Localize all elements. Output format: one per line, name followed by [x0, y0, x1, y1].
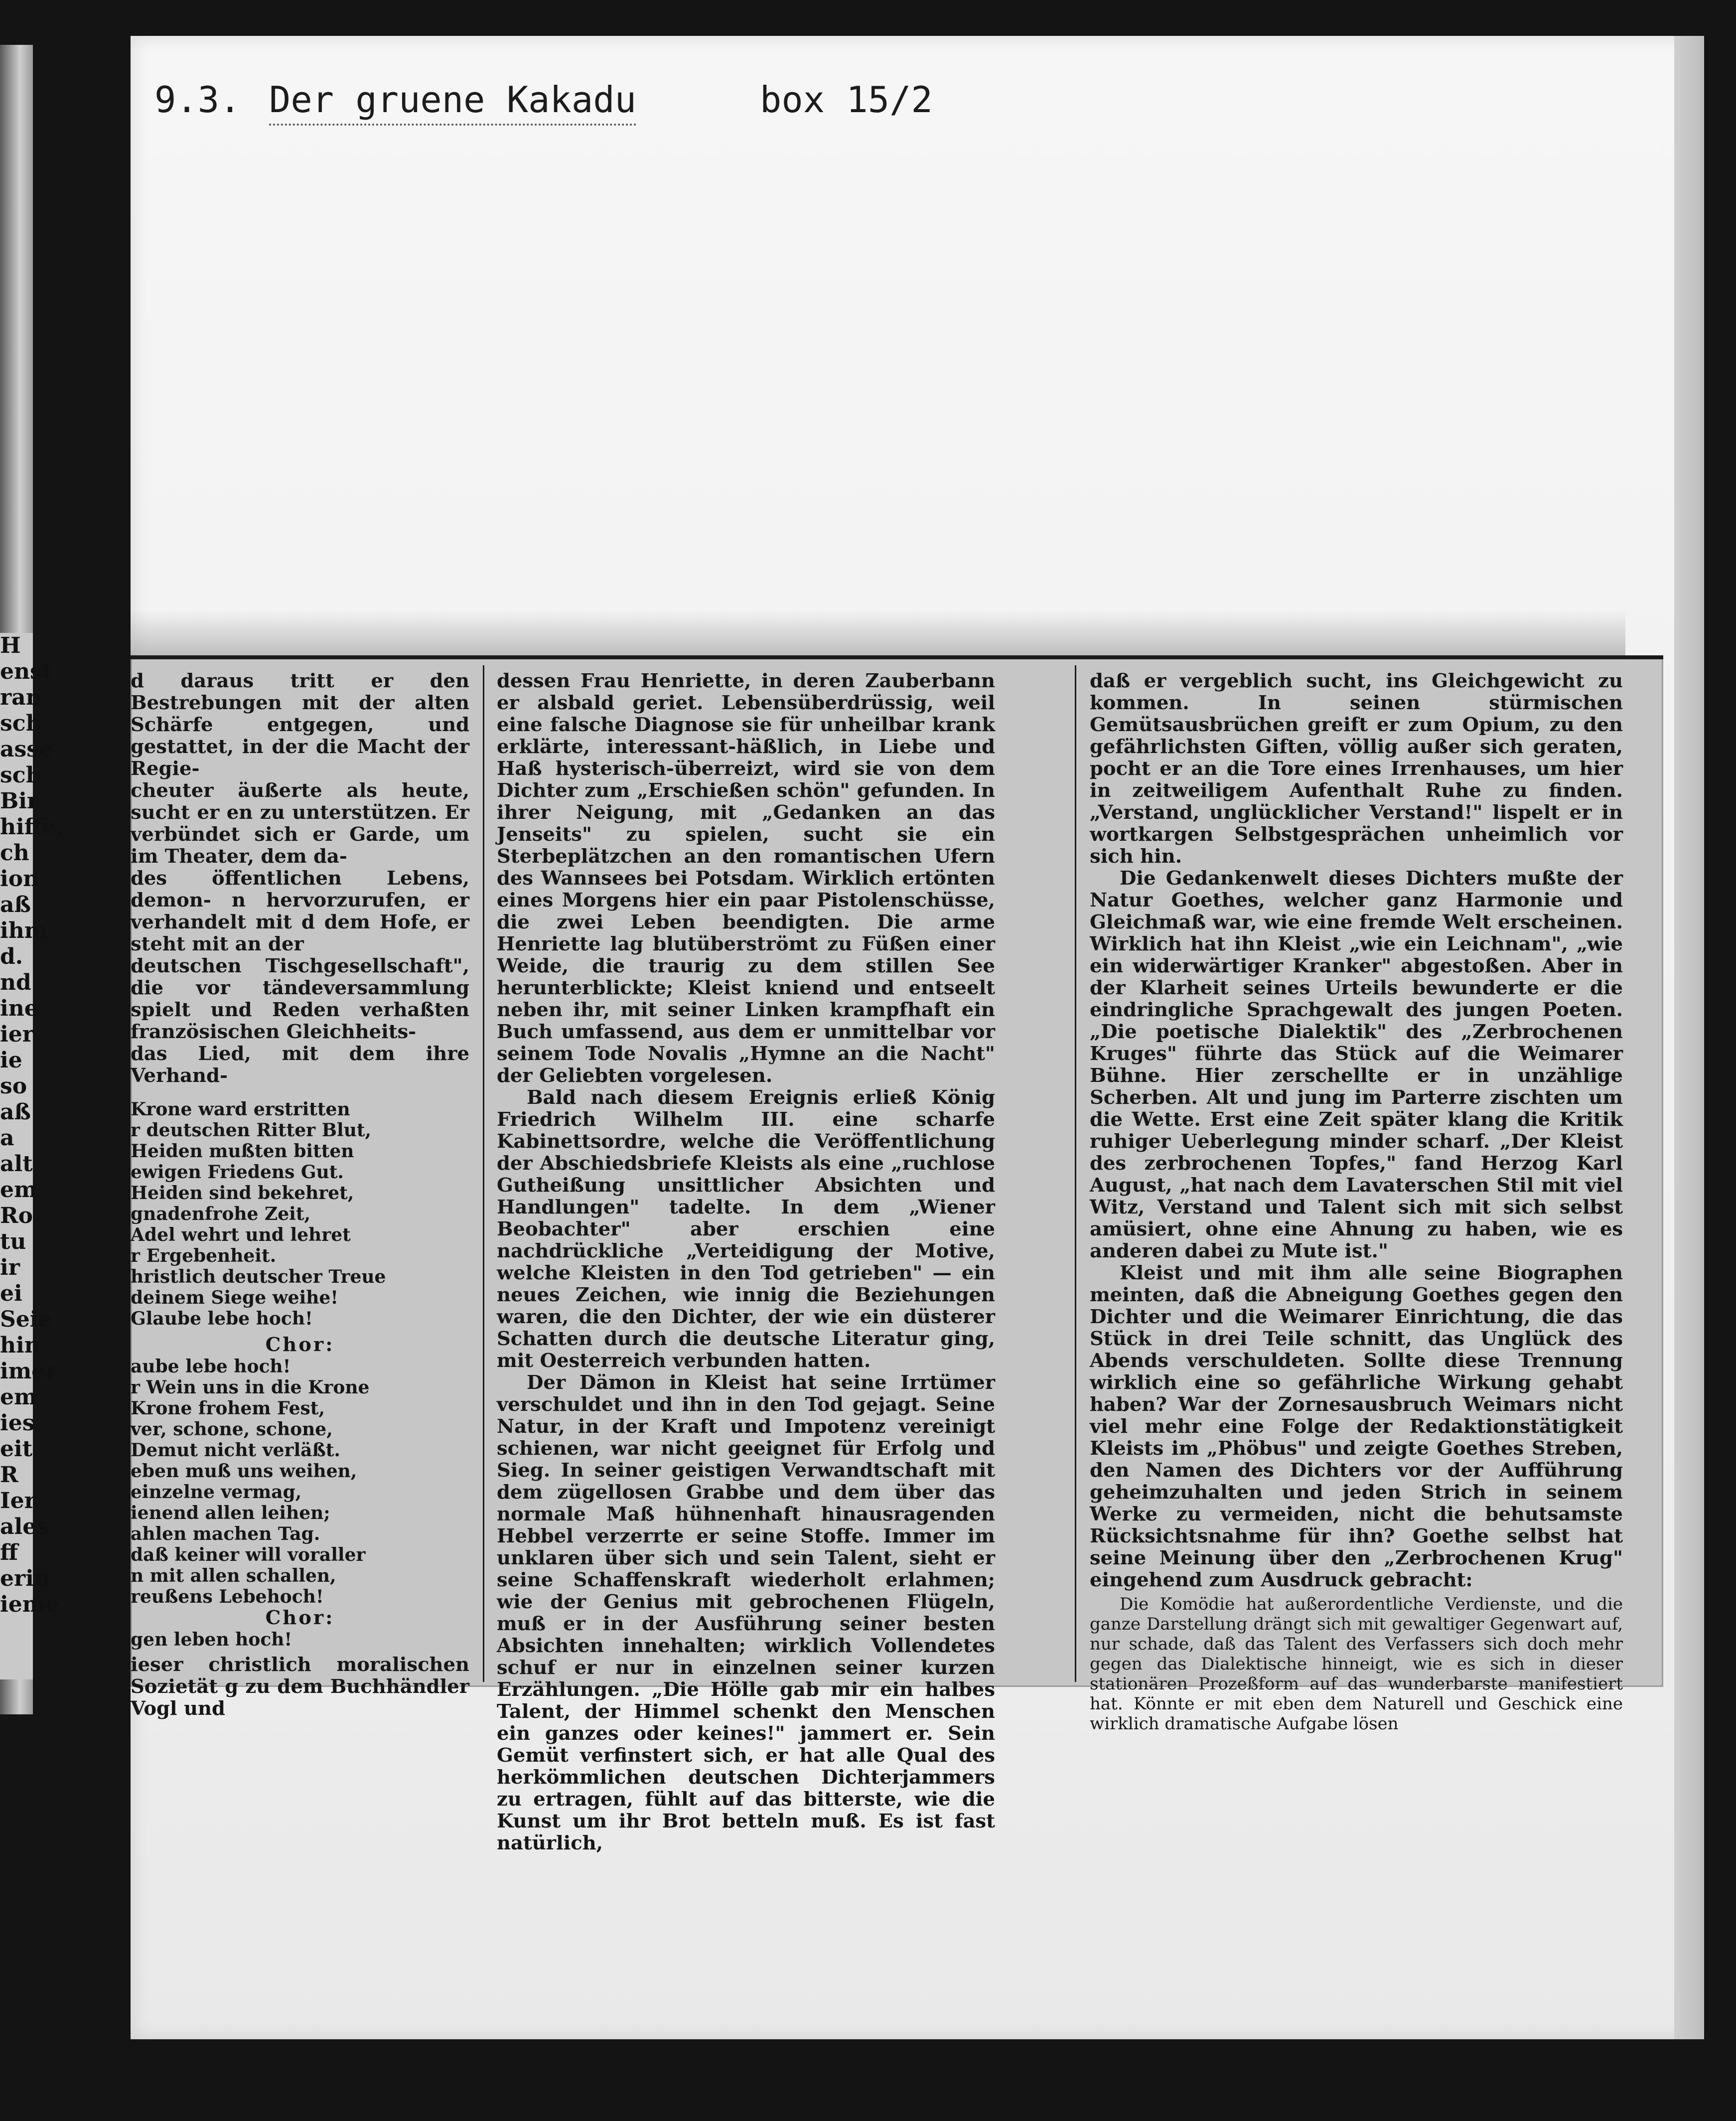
poem-line: r Wein uns in die Krone	[131, 1377, 370, 1398]
col2-paragraph-1: dessen Frau Henriette, in deren Zauberbann er alsbald geriet. Lebensüberdrüssig, weil eine falsche Diagnose sie für unheilbar krank erklärte, interessant-häßlich, in Liebe und Haß hysterisch-überreizt, wird sie von dem Dichter zum „Erschießen schön" gefunden. In ihrer Neigung, mit „Gedanken an das Jenseits" zu spielen, sucht sie ein Sterbeplätzchen an den romantischen Ufern des Wannsees bei Potsdam. Wirklich ertönten eines Morgens hier ein paar Pistolenschüsse, die zwei Leben beendigten. Die arme Henriette lag blutüberströmt zu Füßen einer Weide, die traurig zu dem stillen See herunterblickte; Kleist kniend und entseelt neben ihr, mit seiner Linken krampfhaft ein Buch umfassend, aus dem er unmittelbar vor seinem Tode Novalis „Hymne an die Nacht" der Geliebten vorgelesen.	[497, 670, 995, 1087]
poem-stanza-1	[131, 1099, 469, 1329]
poem-line: ienend allen leihen;	[131, 1503, 330, 1523]
col1-paragraph: deutschen Tischgesellschaft", die vor tändeversammlung spielt und Reden verhaßten französischen Gleichheits-	[131, 955, 469, 1043]
fragment-line: sch	[0, 762, 42, 788]
poem-line: daß keiner will voraller	[131, 1544, 366, 1565]
fragment-line: Ro	[0, 1203, 33, 1228]
column-1-ending: ieser christlich moralischen Sozietät g zu dem Buchhändler Vogl und	[131, 1654, 469, 1720]
chor-label-1: Chor:	[265, 1334, 335, 1356]
archive-header	[154, 70, 1002, 130]
fragment-line: sch	[0, 711, 42, 736]
poem-line: ver, schone, schone,	[131, 1419, 333, 1440]
column-1-text	[131, 670, 469, 1087]
fragment-line: asse	[0, 737, 53, 762]
col1-paragraph: des öffentlichen Lebens, demon- n hervorzurufen, er verhandelt mit d dem Hofe, er steht mit an der	[131, 867, 469, 955]
fragment-line: R	[0, 1462, 18, 1488]
fragment-line: ei	[0, 1281, 22, 1306]
poem-line: n mit allen schallen,	[131, 1565, 336, 1586]
poem-line: Demut nicht verläßt.	[131, 1440, 340, 1461]
poem-line: gnadenfrohe Zeit,	[131, 1204, 311, 1224]
fragment-line: Ier	[0, 1488, 36, 1514]
col1-paragraph: cheuter äußerte als heute, sucht er en zu unterstützen. Er verbündet sich er Garde, um im Theater, dem da-	[131, 779, 469, 868]
poem-line: Adel wehrt und lehret	[131, 1224, 351, 1245]
column-1	[131, 670, 469, 1720]
fragment-line: Bir	[0, 788, 39, 814]
fragment-line: alt	[0, 1151, 33, 1177]
fragment-line: so	[0, 1073, 27, 1099]
fragment-line: imer	[0, 1359, 57, 1384]
sheet-right-edge	[1674, 36, 1704, 2039]
poem-line: r deutschen Ritter Blut,	[131, 1120, 372, 1141]
col1-paragraph: d daraus tritt er den Bestrebungen mit der alten Schärfe entgegen, und gestattet, in der die Macht der Regie-	[131, 670, 469, 780]
poem-line: ewigen Friedens Gut.	[131, 1162, 344, 1183]
fragment-line: ier	[0, 1022, 34, 1047]
fragment-line: aß	[0, 1099, 31, 1125]
poem-line: hristlich deutscher Treue	[131, 1266, 386, 1287]
poem-line: deinem Siege weihe!	[131, 1287, 339, 1308]
poem-line: Glaube lebe hoch!	[131, 1308, 313, 1329]
chor-label-2: Chor:	[265, 1607, 335, 1629]
fragment-line: ch	[0, 840, 29, 866]
fragment-line: ine	[0, 996, 38, 1021]
adjacent-clipping-fragment	[0, 633, 64, 1679]
item-number: 9.3.	[154, 79, 241, 121]
poem-stanza-2	[131, 1356, 469, 1607]
fragment-line: ran	[0, 685, 42, 710]
fragment-line: ff	[0, 1540, 18, 1565]
fragment-line: enst	[0, 659, 53, 684]
poem-line: ahlen machen Tag.	[131, 1523, 320, 1544]
column-rule-2	[1075, 665, 1076, 1682]
fragment-line: ie	[0, 1048, 22, 1073]
poem-line: reußens Lebehoch!	[131, 1586, 324, 1607]
fragment-line: em	[0, 1384, 37, 1410]
poem-line: Heiden sind bekehret,	[131, 1183, 354, 1204]
fragment-line: ihm	[0, 918, 48, 943]
poem-line: einzelne vermag,	[131, 1482, 302, 1503]
newspaper-clipping	[131, 655, 1663, 1854]
col1-paragraph: das Lied, mit dem ihre Verhand-	[131, 1043, 469, 1087]
col2-paragraph-3: Der Dämon in Kleist hat seine Irrtümer verschuldet und ihn in den Tod gejagt. Seine Natur, in der Kraft und Impotenz vereinigt schienen, war nicht geeignet für Erfolg und Sieg. In seiner geistigen Verwandtschaft mit dem zügellosen Grabbe und dem über das normale Maß hühnenhaft hinausragenden Hebbel verzerrte er seine Stoffe. Immer im unklaren über sich und sein Talent, sieht er seine Schaffenskraft wiederholt erlahmen; wie der Genius mit gebrochenen Flügeln, muß er in der Ausführung seiner besten Absichten innehalten; wirklich Vollendetes schuf er nur in einzelnen seiner kurzen Erzählungen. „Die Hölle gab mir ein halbes Talent, der Himmel schenkt den Menschen ein ganzes oder keines!" jammert er. Sein Gemüt verfinstert sich, er hat alle Qual des herkömmlichen deutschen Dichterjammers zu ertragen, fühlt auf das bitterste, wie die Kunst um ihr Brot betteln muß. Es ist fast natürlich,	[497, 1371, 995, 1854]
fragment-line: ies	[0, 1410, 35, 1436]
item-title: Der gruene Kakadu	[269, 79, 636, 126]
top-rule	[131, 655, 1663, 659]
poem-line: eben muß uns weihen,	[131, 1461, 357, 1482]
fragment-line: hin	[0, 1333, 40, 1358]
column-rule-1	[483, 665, 484, 1682]
col3-paragraph-3: Kleist und mit ihm alle seine Biographen meinten, daß die Abneigung Goethes gegen den Dichter und die Weimarer Einrichtung, die das Stück in drei Teile schnitt, das Unglück des Abends verschuldeten. Sollte diese Trennung wirklich eine so gefährliche Wirkung gehabt haben? War der Zornesausbruch Weimars nicht viel mehr eine Folge der Redaktionstätigkeit Kleists im „Phöbus" und zeigte Goethes Streben, den Namen des Dichters vor der Aufführung geheimzuhalten und jeden Strich in seinem Werke zu vermeiden, nicht die behutsamste Rücksichtsnahme für ihn? Goethe selbst hat seine Meinung über den „Zerbrochenen Krug" eingehend zum Ausdruck gebracht:	[1090, 1262, 1623, 1591]
col3-paragraph-2: Die Gedankenwelt dieses Dichters mußte der Natur Goethes, welcher ganz Harmonie und Gleichmaß war, wie eine fremde Welt erscheinen. Wirklich hat ihn Kleist „wie ein Leichnam", „wie ein widerwärtiger Kranker" abgestoßen. Aber in der Klarheit seines Urteils bewunderte er die eindringliche Sprachgewalt des jungen Poeten. „Die poetische Dialektik" des „Zerbrochenen Kruges" führte das Stück auf die Weimarer Bühne. Hier zerschellte er in unzählige Scherben. Alt und jung im Parterre zischten um die Wette. Erst eine Zeit später klang die Kritik ruhiger Ueberlegung minder scharf. „Der Kleist des zerbrochenen Topfes," fand Herzog Karl August, „hat nach dem Lavaterschen Stil mit viel Witz, Verstand und Talent sich mit sich selbst amüsiert, ohne eine Ahnung zu haben, wie es anderen dabei zu Mute ist."	[1090, 867, 1623, 1262]
fragment-line: em	[0, 1177, 37, 1203]
poem-line: Krone frohem Fest,	[131, 1398, 325, 1419]
fragment-line: ales	[0, 1514, 49, 1539]
col2-paragraph-2: Bald nach diesem Ereignis erließ König Friedrich Wilhelm III. eine scharfe Kabinettsordre, welche die Veröffentlichung der Abschiedsbriefe Kleists als eine „ruchlose Gutheißung unsittlicher Absichten und Handlungen" tadelte. In dem „Wiener Beobachter" aber erschien eine nachdrückliche „Verteidigung der Motive, welche Kleisten in den Tod getrieben" — ein neues Zeichen, wie innig die Beziehungen waren, die den Dichter, der wie ein düsterer Schatten durch die deutsche Literatur ging, mit Oesterreich verbunden hatten.	[497, 1086, 995, 1372]
fragment-line: ir	[0, 1255, 20, 1280]
fragment-line: a	[0, 1125, 14, 1151]
fragment-line: eit	[0, 1436, 33, 1462]
fragment-line: Seie	[0, 1307, 52, 1332]
column-2	[497, 670, 995, 1854]
fragment-line: hiffe,	[0, 814, 64, 840]
fragment-line: tu	[0, 1229, 26, 1254]
box-label: box 15/2	[760, 79, 933, 121]
poem-stanza-3	[131, 1629, 469, 1650]
poem-line: Krone ward erstritten	[131, 1099, 350, 1120]
fragment-line: erin	[0, 1566, 50, 1591]
fragment-line: ieme	[0, 1592, 60, 1617]
fragment-line: H	[0, 633, 21, 658]
poem-line: aube lebe hoch!	[131, 1356, 291, 1377]
fragment-line: ion	[0, 866, 39, 892]
poem-line: gen leben hoch!	[131, 1629, 292, 1650]
fragment-line: nd	[0, 970, 31, 995]
col3-paragraph-1: daß er vergeblich sucht, ins Gleichgewicht zu kommen. In seinen stürmischen Gemütsausbrüchen greift er zum Opium, zu den gefährlichsten Giften, völlig außer sich geraten, pocht er an die Tore eines Irrenhauses, um hier in zeitweiligem Aufenthalt Ruhe zu finden. „Verstand, unglücklicher Verstand!" lispelt er in wortkargen Selbstgesprächen unheimlich vor sich hin.	[1090, 670, 1623, 868]
poem-line: r Ergebenheit.	[131, 1245, 277, 1266]
col3-quote: Die Komödie hat außerordentliche Verdienste, und die ganze Darstellung drängt sich mit gewaltiger Gegenwart auf, nur schade, daß das Talent des Verfassers sich doch mehr gegen das Dialektische hinneigt, wie es sich in dieser stationären Prozeßform auf das wunderbarste manifestiert hat. Könnte er mit eben dem Naturell und Geschick eine wirklich dramatische Aufgabe lösen	[1090, 1594, 1623, 1734]
poem-line: Heiden mußten bitten	[131, 1141, 354, 1162]
column-3	[1090, 670, 1623, 1734]
clipping-shadow	[131, 610, 1625, 658]
fragment-line: aß	[0, 892, 31, 917]
fragment-line: d.	[0, 944, 23, 969]
